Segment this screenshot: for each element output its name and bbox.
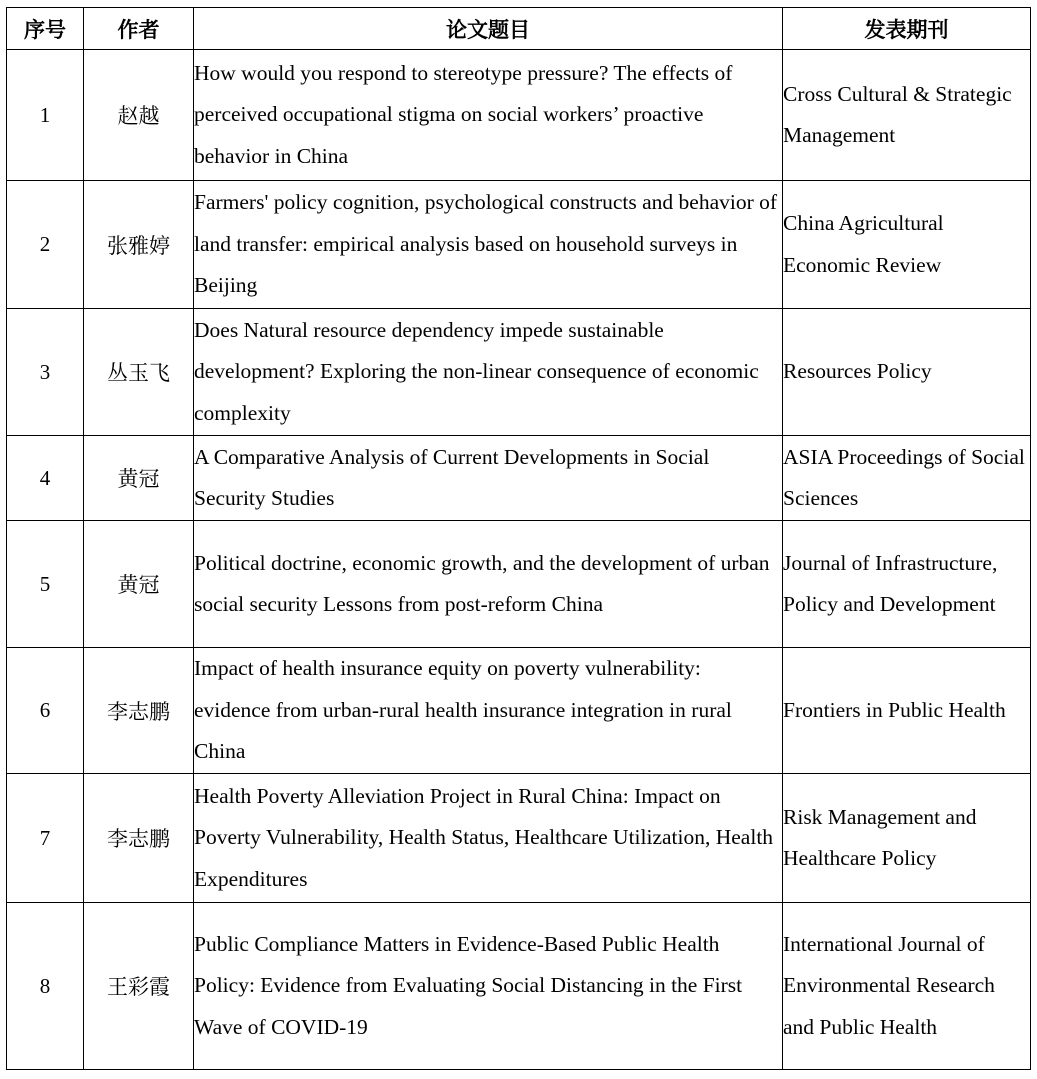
row-title: Public Compliance Matters in Evidence-Based Public Health Policy: Evidence from Evaluating Social Distancing in the First Wave of COVID-19 xyxy=(194,903,783,1070)
header-author: 作者 xyxy=(84,8,194,50)
table-body xyxy=(7,50,1031,1070)
header-no: 序号 xyxy=(7,8,84,50)
table-row xyxy=(7,50,1031,181)
row-journal: Resources Policy xyxy=(783,309,1031,436)
row-journal: Journal of Infrastructure, Policy and Development xyxy=(783,521,1031,648)
row-title: Farmers' policy cognition, psychological constructs and behavior of land transfer: empirical analysis based on household surveys in Beijing xyxy=(194,181,783,309)
row-journal: Risk Management and Healthcare Policy xyxy=(783,774,1031,903)
header-title: 论文题目 xyxy=(194,8,783,50)
row-number: 3 xyxy=(7,309,84,436)
row-journal: Cross Cultural & Strategic Management xyxy=(783,50,1031,181)
row-title: Political doctrine, economic growth, and the development of urban social security Lessons from post-reform China xyxy=(194,521,783,648)
row-author: 张雅婷 xyxy=(84,181,194,309)
row-number: 2 xyxy=(7,181,84,309)
row-title: Health Poverty Alleviation Project in Rural China: Impact on Poverty Vulnerability, Health Status, Healthcare Utilization, Health Expenditures xyxy=(194,774,783,903)
row-title: How would you respond to stereotype pressure? The effects of perceived occupational stigma on social workers’ proactive behavior in China xyxy=(194,50,783,181)
row-journal: Frontiers in Public Health xyxy=(783,648,1031,774)
table-row xyxy=(7,521,1031,648)
row-author: 李志鹏 xyxy=(84,774,194,903)
table-row xyxy=(7,436,1031,521)
header-row xyxy=(7,8,1031,50)
table-row xyxy=(7,648,1031,774)
row-title: A Comparative Analysis of Current Developments in Social Security Studies xyxy=(194,436,783,521)
row-journal: China Agricultural Economic Review xyxy=(783,181,1031,309)
row-title: Does Natural resource dependency impede sustainable development? Exploring the non-linear consequence of economic complexity xyxy=(194,309,783,436)
row-number: 7 xyxy=(7,774,84,903)
table-row xyxy=(7,774,1031,903)
table-header xyxy=(7,8,1031,50)
row-author: 王彩霞 xyxy=(84,903,194,1070)
row-number: 4 xyxy=(7,436,84,521)
row-author: 丛玉飞 xyxy=(84,309,194,436)
row-author: 黄冠 xyxy=(84,521,194,648)
table-row xyxy=(7,181,1031,309)
row-author: 赵越 xyxy=(84,50,194,181)
row-author: 黄冠 xyxy=(84,436,194,521)
row-author: 李志鹏 xyxy=(84,648,194,774)
row-journal: ASIA Proceedings of Social Sciences xyxy=(783,436,1031,521)
table-row xyxy=(7,309,1031,436)
row-number: 8 xyxy=(7,903,84,1070)
row-number: 6 xyxy=(7,648,84,774)
row-journal: International Journal of Environmental Research and Public Health xyxy=(783,903,1031,1070)
row-number: 1 xyxy=(7,50,84,181)
row-title: Impact of health insurance equity on poverty vulnerability: evidence from urban-rural health insurance integration in rural China xyxy=(194,648,783,774)
row-number: 5 xyxy=(7,521,84,648)
table-row xyxy=(7,903,1031,1070)
publications-table xyxy=(6,7,1031,1070)
header-journal: 发表期刊 xyxy=(783,8,1031,50)
